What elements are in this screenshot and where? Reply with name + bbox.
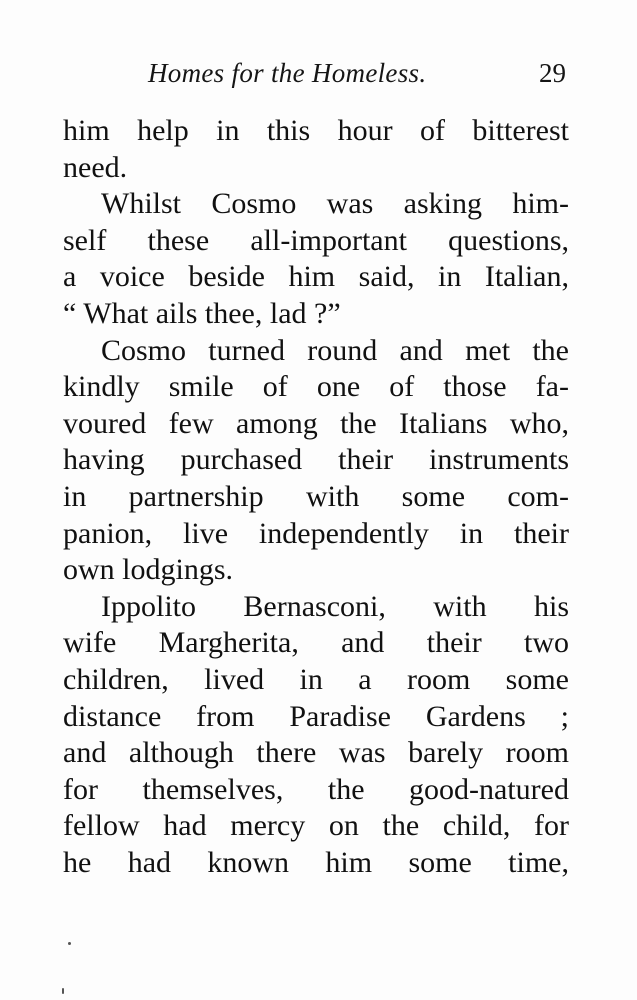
text-line: a voice beside him said, in Italian, bbox=[63, 260, 569, 294]
page-number: 29 bbox=[539, 58, 566, 88]
text-line: having purchased their instruments bbox=[63, 443, 569, 477]
paper-speck bbox=[68, 942, 71, 945]
text-line: distance from Paradise Gardens ; bbox=[63, 699, 569, 733]
paper-speck bbox=[62, 988, 64, 994]
body-text bbox=[63, 113, 569, 881]
text-line: panion, live independently in their bbox=[63, 516, 569, 550]
running-head bbox=[148, 58, 566, 98]
running-title: Homes for the Homeless. bbox=[148, 58, 427, 88]
text-line: own lodgings. bbox=[63, 553, 234, 587]
text-line: Ippolito Bernasconi, with his bbox=[101, 589, 569, 623]
text-line: Cosmo turned round and met the bbox=[101, 333, 569, 367]
text-line: voured few among the Italians who, bbox=[63, 406, 569, 440]
text-line: for themselves, the good-natured bbox=[63, 772, 569, 806]
text-line: him help in this hour of bitterest bbox=[63, 114, 569, 147]
text-line: in partnership with some com- bbox=[63, 479, 569, 513]
text-line: need. bbox=[63, 150, 128, 184]
text-line: Whilst Cosmo was asking him- bbox=[101, 187, 569, 221]
text-line: wife Margherita, and their two bbox=[63, 626, 569, 660]
text-line: self these all-important questions, bbox=[63, 223, 569, 257]
text-line: fellow had mercy on the child, for bbox=[63, 809, 569, 843]
text-line: “ What ails thee, lad ?” bbox=[63, 296, 341, 330]
text-line: and although there was barely room bbox=[63, 736, 569, 770]
text-line: children, lived in a room some bbox=[63, 662, 569, 696]
text-line: kindly smile of one of those fa- bbox=[63, 370, 569, 404]
text-line: he had known him some time, bbox=[63, 845, 569, 879]
